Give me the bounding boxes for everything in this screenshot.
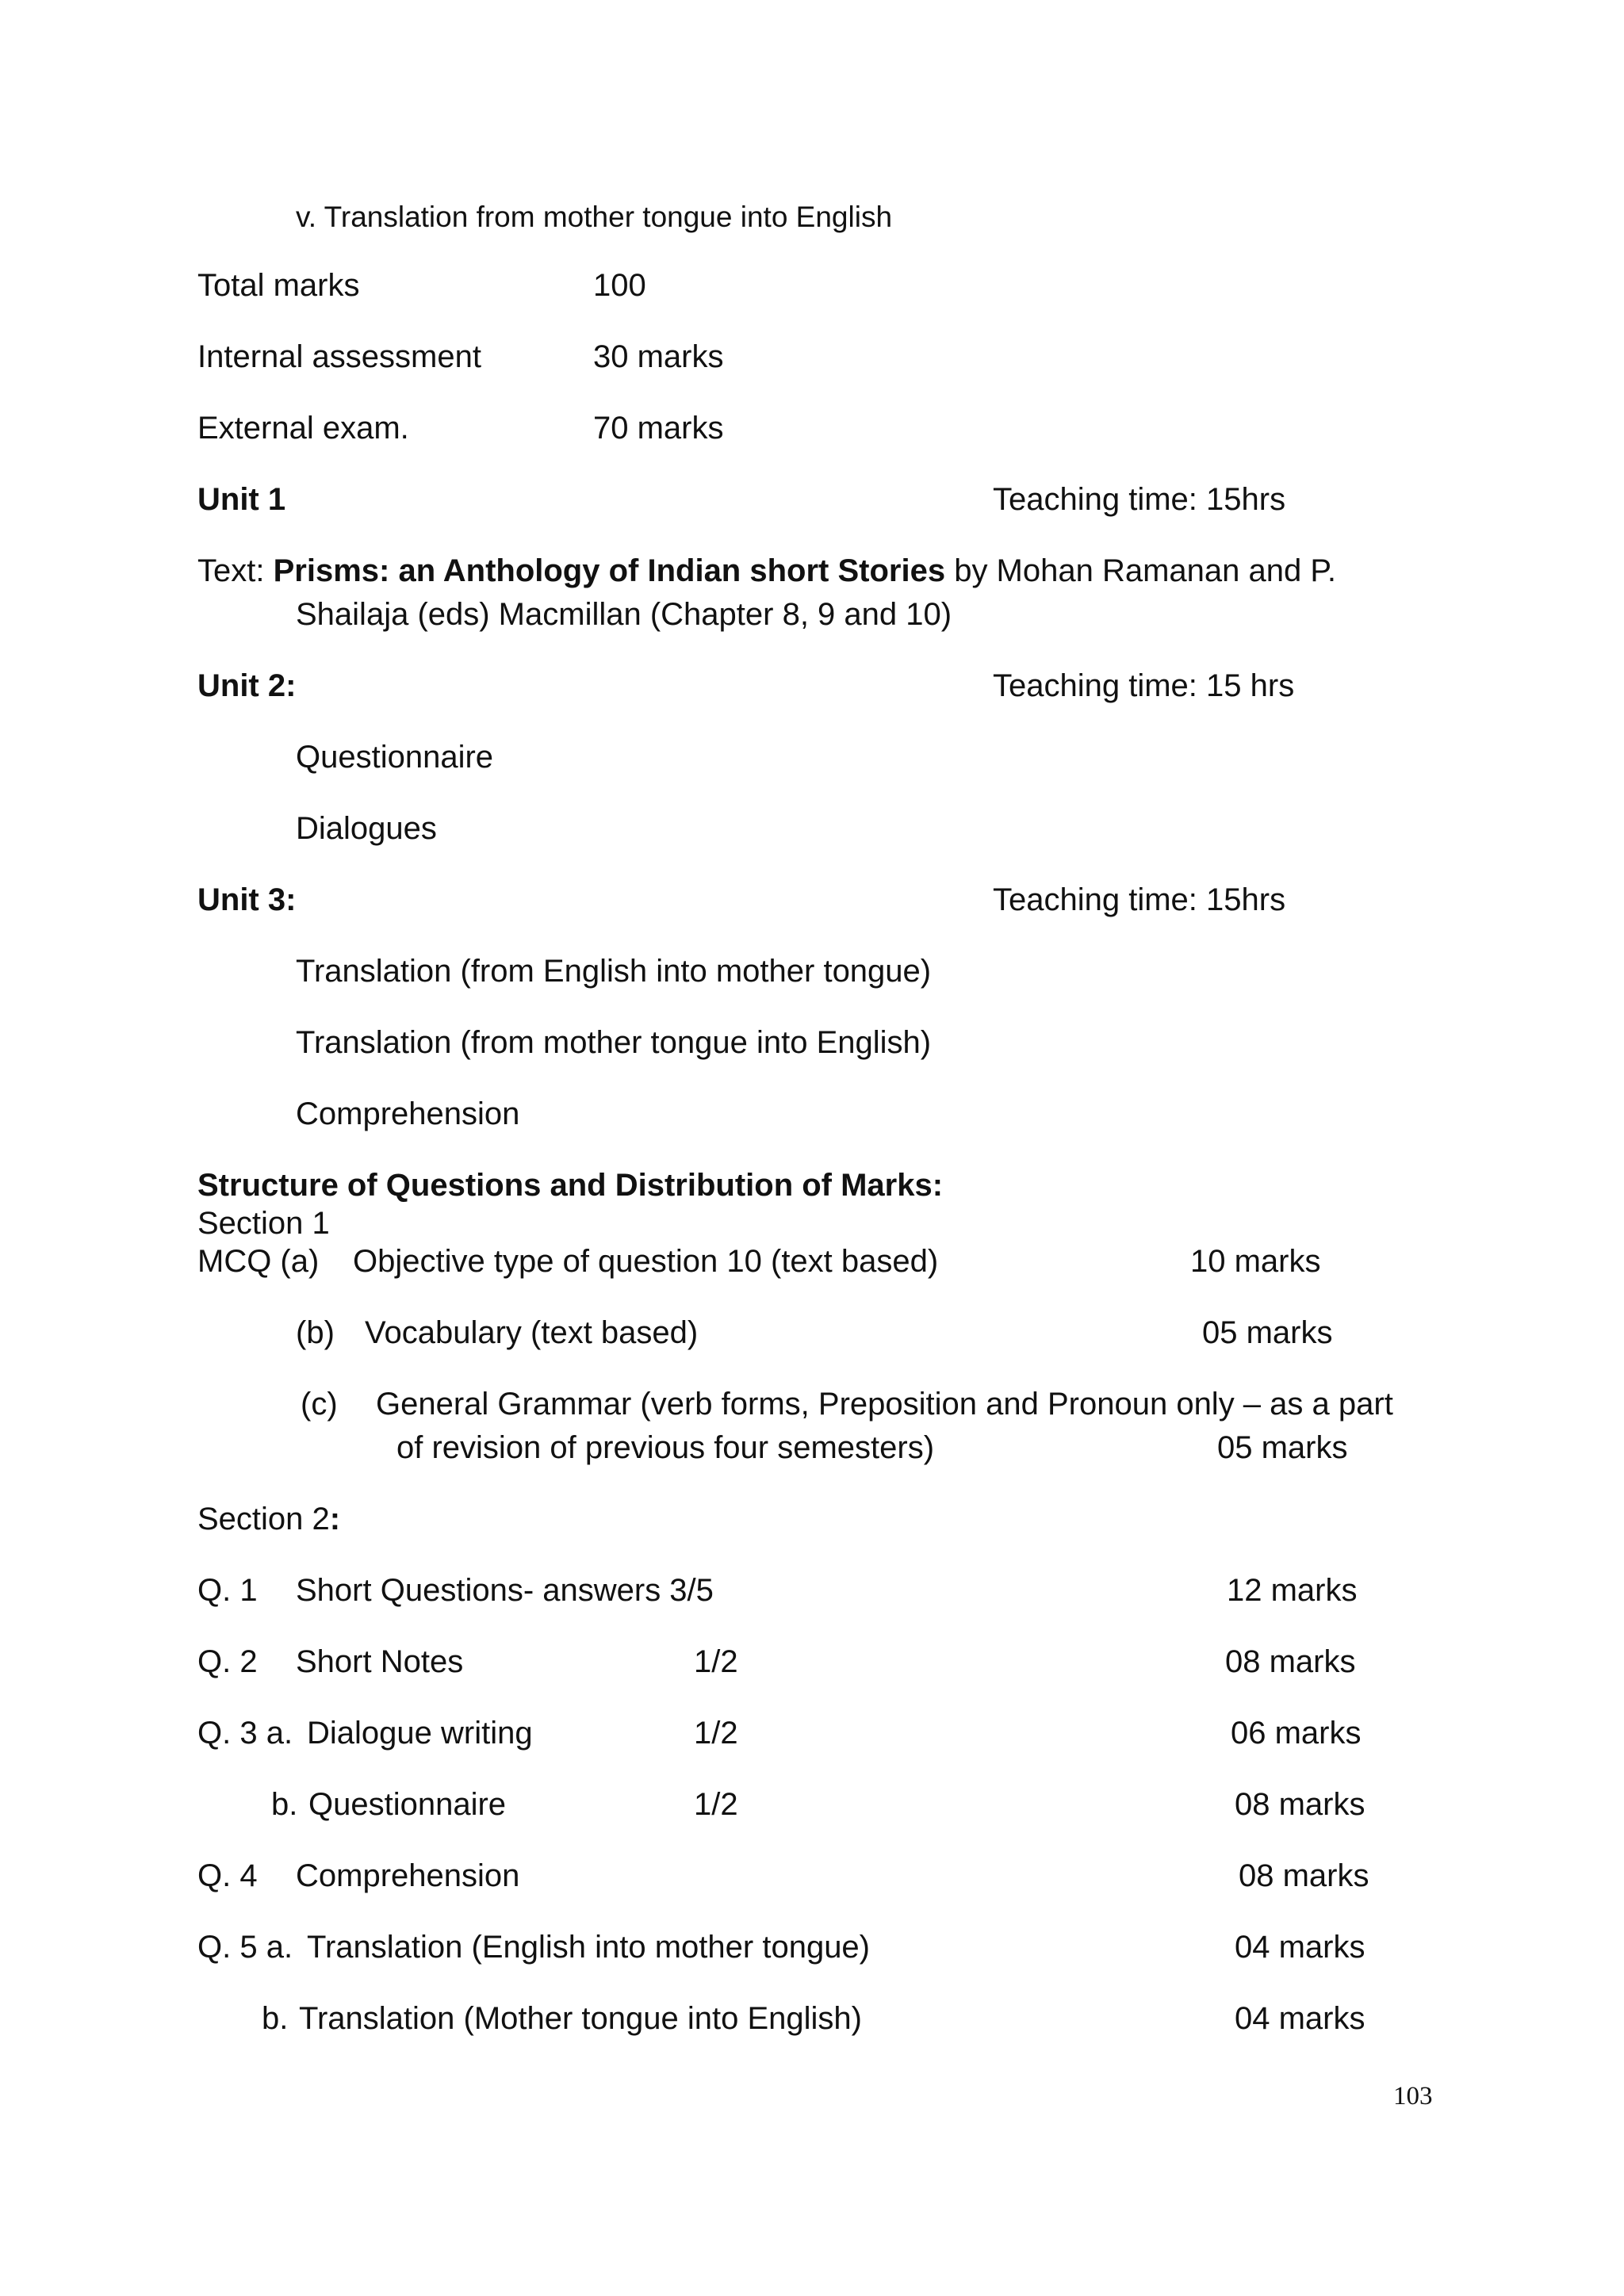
question-fraction: 1/2 [694, 1644, 738, 1679]
question-text: Translation (English into mother tongue) [307, 1930, 870, 1965]
mcq-b-text: Vocabulary (text based) [365, 1315, 699, 1350]
internal-assessment-label: Internal assessment [197, 339, 481, 374]
top-line: v. Translation from mother tongue into English [296, 201, 893, 233]
unit2-item: Questionnaire [296, 740, 494, 775]
unit3-item: Translation (from mother tongue into English) [296, 1025, 932, 1060]
mcq-b-label: (b) [296, 1315, 335, 1350]
question-number: b. [262, 2001, 289, 2036]
text-prefix: Text: [197, 553, 274, 588]
question-marks: 06 marks [1231, 1716, 1362, 1751]
question-number: Q. 3 a. [197, 1716, 293, 1751]
unit3-item: Comprehension [296, 1096, 520, 1131]
question-number: b. [271, 1787, 298, 1822]
unit1-time: Teaching time: 15hrs [993, 482, 1286, 517]
question-text: Short Notes [296, 1644, 464, 1679]
question-number: Q. 5 a. [197, 1930, 293, 1965]
external-exam-value: 70 marks [593, 411, 724, 446]
question-text: Dialogue writing [307, 1716, 533, 1751]
question-marks: 08 marks [1239, 1858, 1369, 1893]
question-marks: 04 marks [1235, 2001, 1365, 2036]
unit1-text-line [197, 555, 1336, 587]
page-number: 103 [1393, 2082, 1433, 2110]
internal-assessment-value: 30 marks [593, 339, 724, 374]
external-exam-label: External exam. [197, 411, 409, 446]
unit1-heading: Unit 1 [197, 482, 286, 517]
question-text: Translation (Mother tongue into English) [299, 2001, 862, 2036]
question-fraction: 1/2 [694, 1787, 738, 1822]
mcq-c-marks: 05 marks [1217, 1430, 1348, 1465]
unit2-time: Teaching time: 15 hrs [993, 668, 1295, 703]
mcq-c-label: (c) [301, 1387, 338, 1422]
unit1-text-line2: Shailaja (eds) Macmillan (Chapter 8, 9 and 10) [296, 597, 952, 632]
unit3-time: Teaching time: 15hrs [993, 882, 1286, 917]
question-number: Q. 2 [197, 1644, 258, 1679]
question-text: Comprehension [296, 1858, 520, 1893]
question-fraction: 1/2 [694, 1716, 738, 1751]
structure-heading: Structure of Questions and Distribution of Marks: [197, 1168, 944, 1203]
text-authors: by Mohan Ramanan and P. [945, 553, 1337, 588]
question-marks: 08 marks [1225, 1644, 1356, 1679]
question-text: Short Questions- answers 3/5 [296, 1573, 714, 1608]
section2-label [197, 1503, 340, 1535]
section2-text: Section 2 [197, 1502, 330, 1536]
mcq-c-text-line2: of revision of previous four semesters) [396, 1430, 935, 1465]
mcq-a-text: Objective type of question 10 (text based) [353, 1244, 939, 1279]
unit2-heading: Unit 2: [197, 668, 297, 703]
section2-colon: : [329, 1502, 341, 1536]
mcq-b-marks: 05 marks [1202, 1315, 1333, 1350]
mcq-c-text-line1: General Grammar (verb forms, Preposition and Pronoun only – as a part [376, 1387, 1393, 1422]
mcq-a-marks: 10 marks [1190, 1244, 1321, 1279]
mcq-label: MCQ (a) [197, 1244, 320, 1279]
question-number: Q. 4 [197, 1858, 258, 1893]
unit2-item: Dialogues [296, 811, 437, 846]
section1-label: Section 1 [197, 1206, 330, 1241]
question-text: Questionnaire [308, 1787, 507, 1822]
total-marks-label: Total marks [197, 268, 360, 303]
question-marks: 12 marks [1227, 1573, 1358, 1608]
question-number: Q. 1 [197, 1573, 258, 1608]
text-title: Prisms: an Anthology of Indian short Stories [273, 553, 946, 588]
unit3-heading: Unit 3: [197, 882, 297, 917]
unit3-item: Translation (from English into mother tongue) [296, 954, 932, 989]
question-marks: 04 marks [1235, 1930, 1365, 1965]
question-marks: 08 marks [1235, 1787, 1365, 1822]
total-marks-value: 100 [593, 268, 646, 303]
